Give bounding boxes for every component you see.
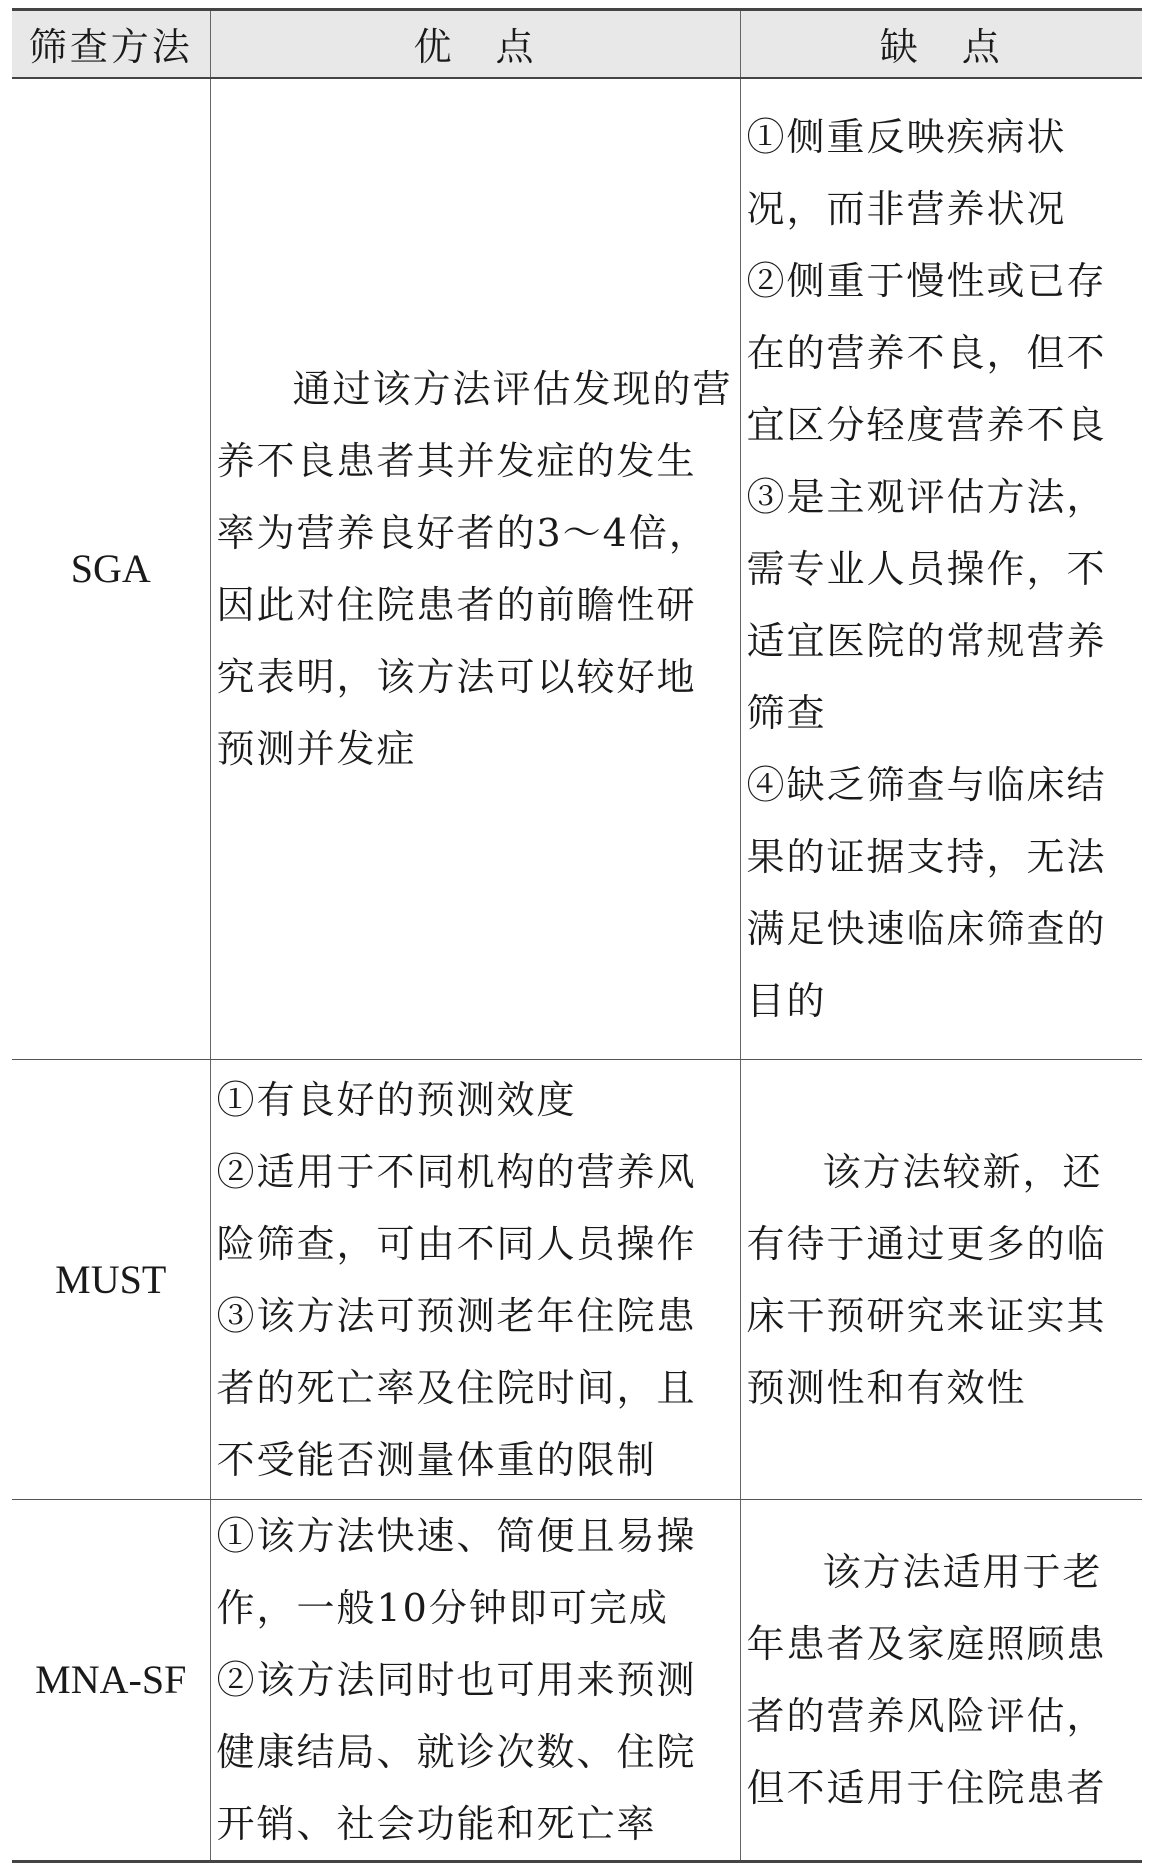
pros-cell	[210, 1500, 740, 1862]
cons-item: ①侧重反映疾病状况，而非营养状况	[746, 114, 1067, 231]
screening-methods-table-container	[12, 8, 1142, 1863]
header-method: 筛查方法	[12, 10, 210, 78]
cons-item: ②侧重于慢性或已存在的营养不良，但不宜区分轻度营养不良	[746, 258, 1107, 447]
table-body	[12, 78, 1142, 1862]
pros-cell	[210, 78, 740, 1060]
method-cell: MNA-SF	[12, 1500, 210, 1862]
header-cons: 缺 点	[740, 10, 1142, 78]
header-pros: 优 点	[210, 10, 740, 78]
table-row-mna-sf	[12, 1500, 1142, 1862]
table-header	[12, 10, 1142, 78]
pros-text: 通过该方法评估发现的营养不良患者其并发症的发生率为营养良好者的3～4倍，因此对住院患者的前瞻性研究表明，该方法可以较好地预测并发症	[216, 366, 733, 771]
pros-cell	[210, 1060, 740, 1500]
table-row-sga	[12, 78, 1142, 1060]
cons-text: 该方法较新，还有待于通过更多的临床干预研究来证实其预测性和有效性	[746, 1149, 1107, 1410]
cons-cell	[740, 1500, 1142, 1862]
cons-cell	[740, 1060, 1142, 1500]
pros-item: ①该方法快速、简便且易操作，一般10分钟即可完成	[216, 1514, 697, 1630]
pros-item: ②该方法同时也可用来预测健康结局、就诊次数、住院开销、社会功能和死亡率	[216, 1658, 697, 1846]
method-cell: SGA	[12, 78, 210, 1060]
cons-text: 该方法适用于老年患者及家庭照顾患者的营养风险评估，但不适用于住院患者	[746, 1550, 1107, 1810]
pros-item: ②适用于不同机构的营养风险筛查，可由不同人员操作	[216, 1149, 697, 1266]
cons-cell	[740, 78, 1142, 1060]
screening-methods-table	[12, 8, 1142, 1863]
table-row-must	[12, 1060, 1142, 1500]
pros-item: ③该方法可预测老年住院患者的死亡率及住院时间，且不受能否测量体重的限制	[216, 1293, 697, 1482]
method-cell: MUST	[12, 1060, 210, 1500]
cons-item: ③是主观评估方法，需专业人员操作，不适宜医院的常规营养筛查	[746, 474, 1107, 735]
header-row	[12, 10, 1142, 78]
cons-item: ④缺乏筛查与临床结果的证据支持，无法满足快速临床筛查的目的	[746, 762, 1107, 1023]
pros-item: ①有良好的预测效度	[216, 1077, 577, 1122]
